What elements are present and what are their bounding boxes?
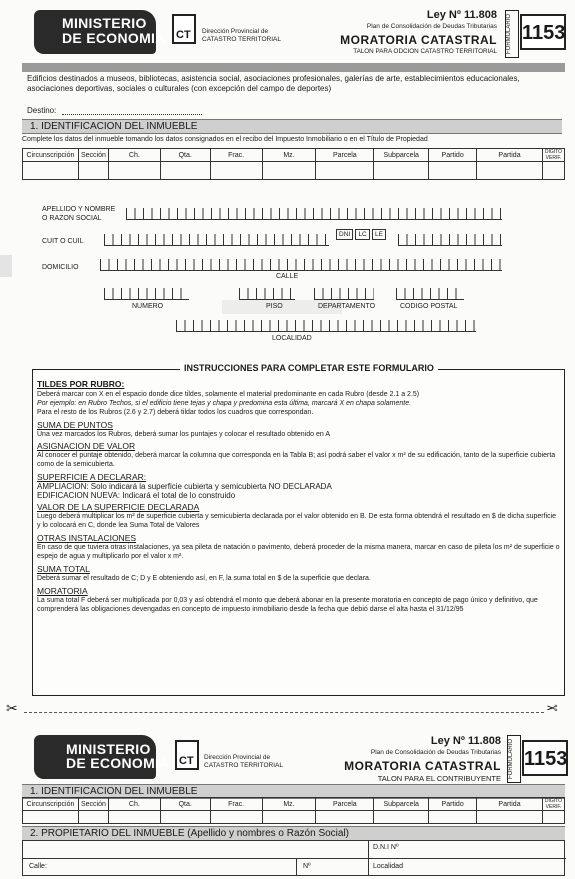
form-number: 1153 <box>520 14 566 50</box>
logo-line1: MINISTERIO <box>62 15 147 31</box>
cell-subparcela[interactable] <box>374 811 429 824</box>
law-number: Ley Nº 11.808 <box>426 9 497 21</box>
destino-label: Destino: <box>27 106 57 115</box>
domicilio-label: DOMICILIO <box>42 264 79 271</box>
cuit-field[interactable] <box>104 234 329 246</box>
bottom-property-id-table <box>22 797 565 824</box>
plan-text-bottom: Plan de Consolidación de Deudas Tributarias <box>370 749 501 756</box>
logo-line2: DE ECONOMIA <box>62 30 166 46</box>
cell-seccion[interactable] <box>78 811 108 824</box>
logo-line2-bottom: DE ECONOMIA <box>66 755 170 771</box>
col-partida: Partida <box>477 149 543 162</box>
departamento-label: DEPARTAMENTO <box>318 303 376 310</box>
tildes-text-3: Para el resto de los Rubros (2.6 y 2.7) deberá tildar todos los cuadros que correspondan. <box>37 409 314 416</box>
formulario-label: FORMULARIO <box>505 10 519 58</box>
form-title: MORATORIA CATASTRAL <box>340 33 497 47</box>
cell-qta[interactable] <box>160 811 210 824</box>
moratoria-text: La suma total F deberá ser multiplicada por 0,03 y así obtendrá el monto que deberá abonar en la presente moratoria en concepto de pago único y definitivo, que comprenderá las obligaciones devengadas en concepto de impuesto inmobiliario desde la fecha que debió darse el alta hasta el 31/12/95 <box>37 597 538 613</box>
valor-title: VALOR DE LA SUPERFICIE DECLARADA <box>37 502 200 512</box>
valor-text: Luego deberá multiplicar los m² de superficie cubierta y semicubierta declarada por el valor obtenido en B. De esta forma obtendrá el resultado en $ de dicha superficie y lo colocará en C, donde lea Suma Total de Valores <box>37 513 557 529</box>
col-partido: Partido <box>429 149 477 162</box>
form-title-bottom: MORATORIA CATASTRAL <box>344 759 501 773</box>
col-digito: DIGITO VERIF. <box>542 149 564 162</box>
cell-seccion[interactable] <box>78 162 108 180</box>
cell-ch[interactable] <box>108 162 160 180</box>
piso-label: PISO <box>266 303 283 310</box>
edificacion-text: EDIFICACION NUEVA: Indicará el total de lo construido <box>37 491 236 500</box>
dni-option[interactable]: DNI <box>336 229 353 240</box>
cell-circunscripcion[interactable] <box>23 162 79 180</box>
cuit-label: CUIT O CUIL <box>42 238 84 245</box>
cell-digito[interactable] <box>542 811 564 824</box>
destino-field[interactable] <box>62 114 202 115</box>
numero-field[interactable] <box>104 288 189 300</box>
calle-field[interactable] <box>100 259 502 271</box>
col-frac: Frac. <box>210 798 262 811</box>
col-ch: Ch. <box>108 798 160 811</box>
cell-mz[interactable] <box>262 811 316 824</box>
table-input-row[interactable] <box>23 162 565 180</box>
col-circunscripcion: Circunscripción <box>23 149 79 162</box>
otras-text: En caso de que tuviera otras instalaciones, ya sea pileta de natación o pavimento, deberá proceder de la misma manera, marcar en caso de pileta los m² de superficie o espejo de agua y multiplicarlo por el valor x m². <box>37 544 560 560</box>
lc-option[interactable]: LC <box>355 229 369 240</box>
suma-puntos-text: Una vez marcados los Rubros, deberá sumar los puntajes y colocar el resultado obtenido en A <box>37 431 330 438</box>
asignacion-title: ASIGNACION DE VALOR <box>37 441 136 451</box>
bottom-table-header-row <box>23 798 565 811</box>
tildes-text-2: Por ejemplo: en Rubro Techos, si el edificio tiene tejas y chapa y predomina esta última, marcará X en chapa solamente. <box>37 400 412 407</box>
codigo-postal-label: CODIGO POSTAL <box>400 303 458 310</box>
col-circunscripcion: Circunscripción <box>23 798 79 811</box>
apellido-field[interactable] <box>126 208 502 220</box>
property-id-table <box>22 148 565 180</box>
col-ch: Ch. <box>108 149 160 162</box>
dni-field[interactable] <box>369 841 566 859</box>
talon-label-bottom: TALON PARA EL CONTRIBUYENTE <box>377 774 501 783</box>
cell-ch[interactable] <box>108 811 160 824</box>
scissors-icon-right: ✂ <box>546 700 558 716</box>
col-seccion: Sección <box>78 149 108 162</box>
bottom-section1-title: 1. IDENTIFICACION DEL INMUEBLE <box>22 784 565 799</box>
section1-title: 1. IDENTIFICACION DEL INMUEBLE <box>22 119 562 134</box>
catastro-name-1-bottom: Dirección Provincial de <box>204 754 271 761</box>
numero-label-bottom: Nº <box>303 863 311 870</box>
form-number-bottom: 1153 <box>522 740 568 776</box>
plan-text: Plan de Consolidación de Deudas Tributarias <box>366 23 497 30</box>
calle-field-bottom[interactable] <box>23 859 297 876</box>
col-subparcela: Subparcela <box>374 149 429 162</box>
suma-total-title: SUMA TOTAL <box>37 564 90 574</box>
piso-field[interactable] <box>239 288 295 300</box>
apellido-label <box>42 205 115 223</box>
col-qta: Qta. <box>160 149 210 162</box>
superficie-title: SUPERFICIE A DECLARAR: <box>37 472 147 482</box>
catastro-name-2-bottom: CATASTRO TERRITORIAL <box>204 762 283 769</box>
catastro-logo-bottom <box>175 740 199 770</box>
col-parcela: Parcela <box>316 798 374 811</box>
col-subparcela: Subparcela <box>374 798 429 811</box>
numero-label: NUMERO <box>132 303 164 310</box>
owner-name-field[interactable] <box>23 841 369 859</box>
ampliacion-text: AMPLIACION: Solo indicará la superficie cubierta y semicubierta NO DECLARADA <box>37 482 332 491</box>
tildes-title: TILDES POR RUBRO: <box>37 379 125 389</box>
bottom-section2-title: 2. PROPIETARIO DEL INMUEBLE (Apellido y nombres o Razón Social) <box>22 826 565 841</box>
formulario-label-bottom: FORMULARIO <box>507 735 521 783</box>
ct-mark: CT <box>176 29 191 41</box>
catastro-logo <box>172 14 196 44</box>
asignacion-text: Al conocer el puntaje obtenido, deberá marcar la columna que corresponda en la Tabla B; así podrá saber el valor x m² de su edificación, tanto de la superficie cubierta como de la semicubierta. <box>37 452 556 468</box>
cell-partida[interactable] <box>477 811 543 824</box>
section1-subtitle: Complete los datos del inmueble tomando los datos consignados en el recibo del Impuesto Inmobiliario o en el Título de Propiedad <box>22 136 428 143</box>
owner-block <box>22 840 565 876</box>
suma-total-text: Deberá sumar el resultado de C; D y E obteniendo así, en F, la suma total en $ de la superficie que declara. <box>37 575 371 582</box>
localidad-label: LOCALIDAD <box>272 335 312 342</box>
cell-partido[interactable] <box>429 811 477 824</box>
ct-mark-bottom: CT <box>179 755 194 767</box>
cell-parcela[interactable] <box>316 162 374 180</box>
col-partido: Partido <box>429 798 477 811</box>
bottom-table-input-row[interactable] <box>23 811 565 824</box>
talon-label: TALON PARA ODCION CATASTRO TERRITORIAL <box>353 48 497 55</box>
localidad-field[interactable] <box>176 320 476 332</box>
col-frac: Frac. <box>210 149 262 162</box>
suma-puntos-title: SUMA DE PUNTOS <box>37 420 113 430</box>
col-seccion: Sección <box>78 798 108 811</box>
calle-label-bottom: Calle: <box>29 863 47 870</box>
cell-frac[interactable] <box>210 811 262 824</box>
otras-title: OTRAS INSTALACIONES <box>37 533 137 543</box>
cell-partida[interactable] <box>477 162 543 180</box>
instructions-content <box>37 379 561 614</box>
moratoria-title: MORATORIA <box>37 586 88 596</box>
cell-digito[interactable] <box>542 162 564 180</box>
instructions-title: INSTRUCCIONES PARA COMPLETAR ESTE FORMULARIO <box>180 363 438 373</box>
cell-frac[interactable] <box>210 162 262 180</box>
le-option[interactable]: LE <box>372 229 386 240</box>
cell-circunscripcion[interactable] <box>23 811 79 824</box>
numero-field-bottom[interactable] <box>297 859 369 876</box>
departamento-field[interactable] <box>314 288 374 300</box>
table-header-row <box>23 149 565 162</box>
col-partida: Partida <box>477 798 543 811</box>
cell-qta[interactable] <box>160 162 210 180</box>
col-digito: DIGITO VERIF. <box>542 798 564 811</box>
col-mz: Mz. <box>262 149 316 162</box>
logo-line1-bottom: MINISTERIO <box>66 741 151 757</box>
codigo-postal-field[interactable] <box>396 288 464 300</box>
dni-label: D.N.I Nº <box>373 844 399 851</box>
localidad-label-bottom: Localidad <box>373 863 403 870</box>
cell-mz[interactable] <box>262 162 316 180</box>
catastro-name-2: CATASTRO TERRITORIAL <box>202 36 281 43</box>
catastro-name-1: Dirección Provincial de <box>202 28 269 35</box>
scissors-icon-left: ✂ <box>6 700 18 716</box>
bleed-block <box>0 255 12 277</box>
cell-parcela[interactable] <box>316 811 374 824</box>
doc-number-field[interactable] <box>398 234 502 246</box>
col-qta: Qta. <box>160 798 210 811</box>
header-rule <box>22 63 565 72</box>
col-parcela: Parcela <box>316 149 374 162</box>
doc-type-group <box>336 229 386 240</box>
cell-subparcela[interactable] <box>374 162 429 180</box>
col-mz: Mz. <box>262 798 316 811</box>
building-types-text: Edificios destinados a museos, bibliotecas, asistencia social, asociaciones profesionales, galerías de arte, establecimientos educacionales, asociaciones deportivas, sociales o culturales (con excepción del campo de deportes) <box>27 74 520 93</box>
calle-label: CALLE <box>276 273 299 280</box>
cell-partido[interactable] <box>429 162 477 180</box>
apellido-label-text: APELLIDO Y NOMBRE O RAZON SOCIAL <box>42 206 116 222</box>
law-number-bottom: Ley Nº 11.808 <box>430 735 501 747</box>
tildes-text-1: Deberá marcar con X en el espacio donde dice tildes, solamente el material predominante en cada Rubro (desde 2.1 a 2.5) <box>37 391 420 398</box>
cut-line <box>24 712 544 713</box>
